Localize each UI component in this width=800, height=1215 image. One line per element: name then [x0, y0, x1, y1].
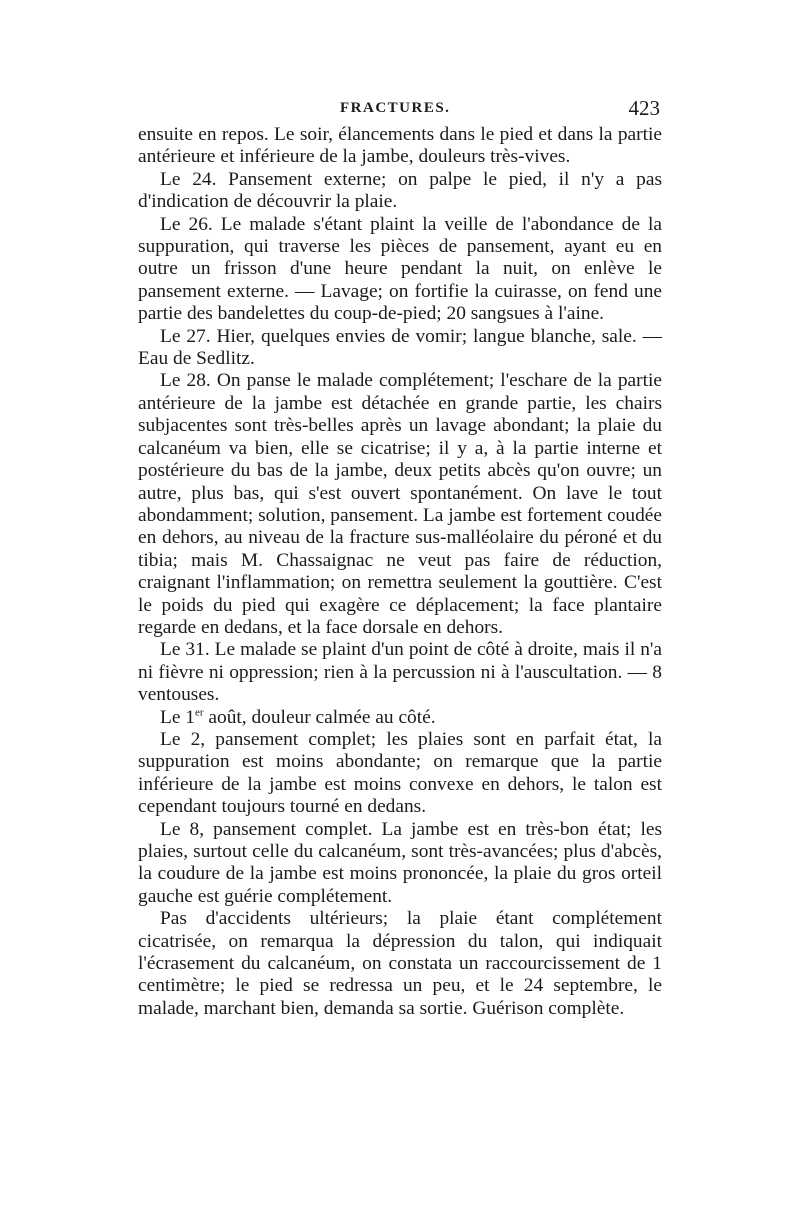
- paragraph-continuation: ensuite en repos. Le soir, élancements dans le pied et dans la partie antérieure et inférieure de la jambe, douleurs très-vives.: [138, 124, 662, 168]
- page-number: 423: [628, 96, 660, 120]
- paragraph-day-28: Le 28. On panse le malade complétement; l'eschare de la partie antérieure de la jambe est détachée en grande partie, les chairs subjacentes sont très-belles après un lavage abondant; la plaie du calcanéum va bien, elle se cicatrise; il y a, à la partie interne et postérieure du bas de la jambe, deux petits abcès qu'on ouvre; un autre, plus bas, qui s'est ouvert spontanément. On lave le tout abondamment; solution, pansement. La jambe est fortement coudée en dehors, au niveau de la fracture sus-malléolaire du péroné et du tibia; mais M. Chassaignac ne veut pas faire de réduction, craignant l'inflammation; on remettra seulement la gouttière. C'est le poids du pied qui exagère ce déplacement; la face plantaire regarde en dedans, et la face dorsale en dehors.: [138, 370, 662, 638]
- paragraph-day-2: Le 2, pansement complet; les plaies sont en parfait état, la suppuration est moins abondante; on remarque que la partie inférieure de la jambe est moins convexe en dehors, le talon est cependant toujours tourné en dedans.: [138, 728, 662, 818]
- august-note-rest: août, douleur calmée au côté.: [203, 706, 436, 728]
- body-text: [138, 124, 662, 1020]
- paragraph-day-31: Le 31. Le malade se plaint d'un point de côté à droite, mais il n'a ni fièvre ni oppression; rien à la percussion ni à l'auscultation. — 8 ventouses.: [138, 639, 662, 706]
- paragraph-august-1: [138, 707, 662, 729]
- paragraph-day-27: Le 27. Hier, quelques envies de vomir; langue blanche, sale. — Eau de Sedlitz.: [138, 325, 662, 370]
- paragraph-day-26: Le 26. Le malade s'étant plaint la veille de l'abondance de la suppuration, qui traverse les pièces de pansement, ayant eu en outre un frisson d'une heure pendant la nuit, on enlève le pansement externe. — Lavage; on fortifie la cuirasse, on fend une partie des bandelettes du coup-de-pied; 20 sangsues à l'aine.: [138, 213, 662, 325]
- august-note-prefix: Le 1: [160, 706, 195, 728]
- august-note-superscript: er: [195, 706, 204, 719]
- paragraph-day-8: Le 8, pansement complet. La jambe est en très-bon état; les plaies, surtout celle du calcanéum, sont très-avancées; plus d'abcès, la coudure de la jambe est moins prononcée, la plaie du gros orteil gauche est guérie complétement.: [138, 818, 662, 907]
- page-header: [138, 96, 662, 126]
- paragraph-conclusion: Pas d'accidents ultérieurs; la plaie étant complétement cicatrisée, on remarqua la dépression du talon, qui indiquait l'écrasement du calcanéum, on constata un raccourcissement de 1 centimètre; le pied se redressa un peu, et le 24 septembre, le malade, marchant bien, demanda sa sortie. Guérison complète.: [138, 908, 662, 1019]
- running-title: FRACTURES.: [340, 100, 451, 116]
- paragraph-day-24: Le 24. Pansement externe; on palpe le pied, il n'y a pas d'indication de découvrir la plaie.: [138, 168, 662, 213]
